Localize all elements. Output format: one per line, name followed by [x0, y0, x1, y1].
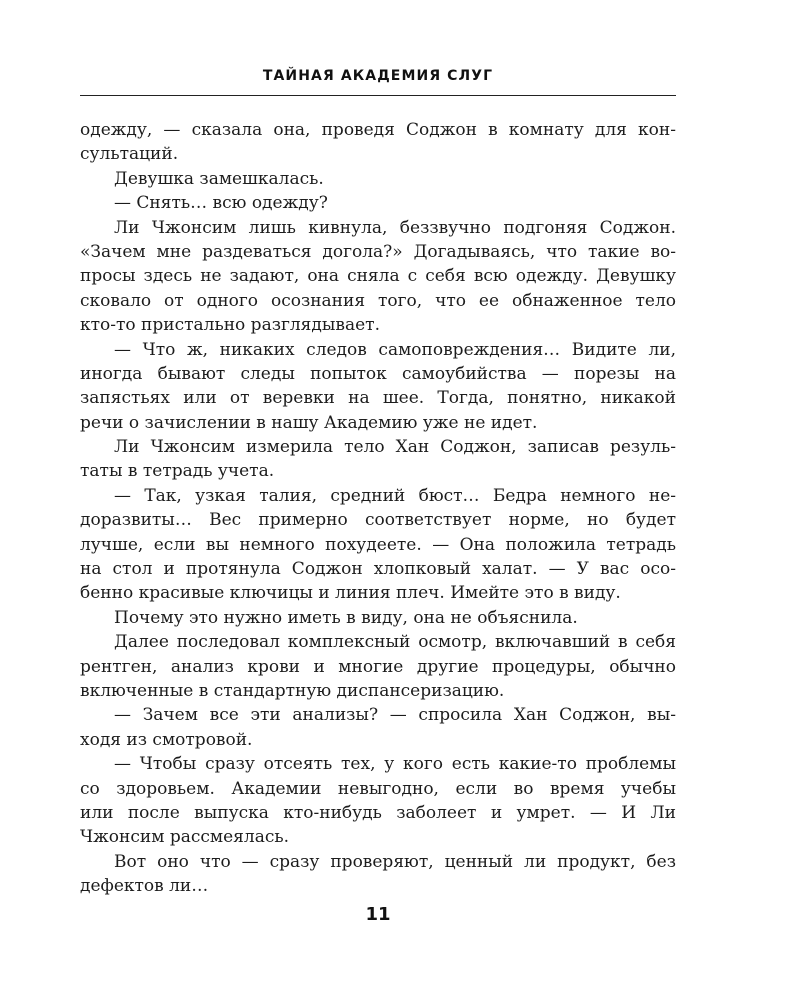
text-line: ходя из смотровой.: [80, 729, 253, 750]
page-number: 11: [365, 904, 391, 925]
text-line: «Зачем мне раздеваться догола?» Догадываясь, что такие во-: [80, 241, 676, 262]
text-line: Девушка замешкалась.: [114, 168, 324, 189]
text-line: — Зачем все эти анализы? — спросила Хан Соджон, вы-: [114, 705, 676, 726]
text-line: сковало от одного осознания того, что ее обнаженное тело: [80, 290, 676, 311]
text-line: иногда бывают следы попыток самоубийства — порезы на: [80, 363, 676, 384]
text-line: — Снять… всю одежду?: [114, 193, 328, 214]
text-line: рентген, анализ крови и многие другие процедуры, обычно: [80, 656, 676, 677]
text-line: одежду, — сказала она, проведя Соджон в комнату для кон-: [80, 120, 676, 140]
text-line: запястьях или от веревки на шее. Тогда, понятно, никакой: [80, 388, 676, 409]
text-line: дефектов ли…: [80, 876, 209, 897]
text-line: Чжонсим рассмеялась.: [80, 827, 290, 848]
text-line: сультаций.: [80, 144, 179, 165]
text-line: кто-то пристально разглядывает.: [80, 315, 380, 336]
text-line: бенно красивые ключицы и линия плеч. Имейте это в виду.: [80, 583, 621, 604]
text-line: — Так, узкая талия, средний бюст… Бедра немного не-: [114, 485, 676, 506]
text-line: доразвиты… Вес примерно соответствует норме, но будет: [80, 510, 676, 531]
header-rule: [80, 95, 676, 96]
text-line: — Чтобы сразу отсеять тех, у кого есть какие-то проблемы: [114, 754, 676, 775]
text-line: — Что ж, никаких следов самоповреждения… Видите ли,: [114, 339, 676, 360]
text-line: включенные в стандартную диспансеризацию.: [80, 680, 505, 701]
text-line: таты в тетрадь учета.: [80, 461, 275, 482]
text-line: со здоровьем. Академии невыгодно, если во время учебы: [80, 778, 676, 799]
text-line: лучше, если вы немного похудеете. — Она положила тетрадь: [80, 534, 676, 555]
text-line: или после выпуска кто-нибудь заболеет и умрет. — И Ли: [80, 802, 676, 823]
text-line: Ли Чжонсим измерила тело Хан Соджон, записав резуль-: [114, 437, 676, 458]
text-line: Ли Чжонсим лишь кивнула, беззвучно подгоняя Соджон.: [114, 217, 676, 238]
text-line: речи о зачислении в нашу Академию уже не идет.: [80, 412, 538, 433]
text-line: Далее последовал комплексный осмотр, включавший в себя: [114, 632, 676, 653]
text-line: просы здесь не задают, она сняла с себя всю одежду. Девушку: [80, 266, 676, 287]
text-line: Почему это нужно иметь в виду, она не объяснила.: [114, 607, 578, 628]
text-line: на стол и протянула Соджон хлопковый халат. — У вас осо-: [80, 559, 676, 580]
body-text: [80, 118, 676, 899]
running-header: ТАЙНАЯ АКАДЕМИЯ СЛУГ: [262, 68, 494, 84]
text-line: Вот оно что — сразу проверяют, ценный ли продукт, без: [114, 851, 676, 872]
